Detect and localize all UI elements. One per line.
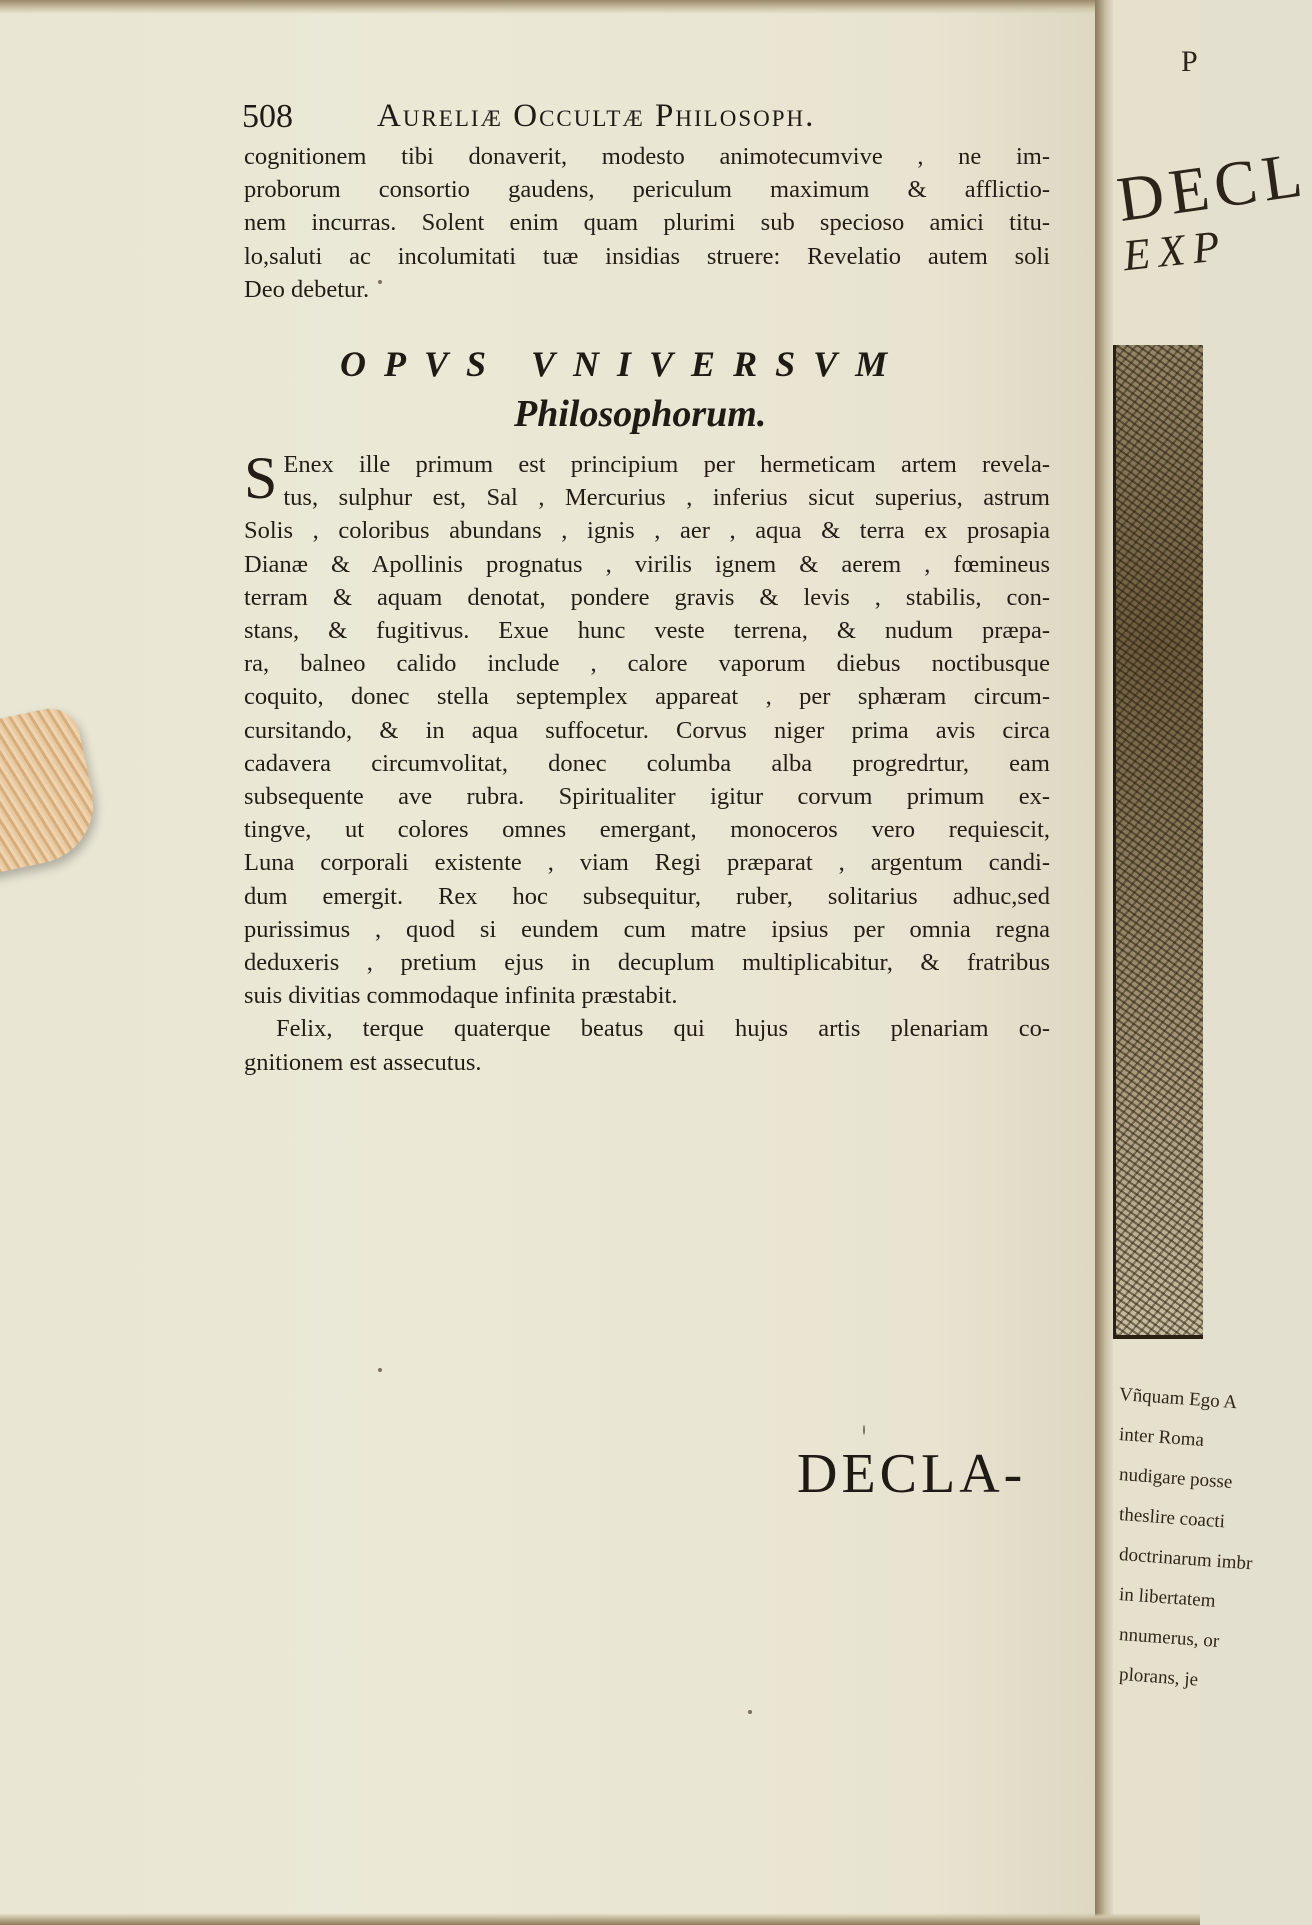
text-line: cursitando, & in aqua suffocetur. Corvus niger prima avis circa [244, 716, 1050, 744]
text-line: subsequente ave rubra. Spiritualiter igitur corvum primum ex- [244, 783, 1050, 811]
facing-line: plorans, je [1118, 1664, 1199, 1691]
catchword: DECLA- [797, 1443, 1027, 1505]
facing-page-text [1118, 1378, 1254, 1698]
text-line: terram & aquam denotat, pondere gravis & levis , stabilis, con- [244, 583, 1050, 611]
book-gutter [1095, 0, 1113, 1925]
text-line: nem incurras. Solent enim quam plurimi sub specioso amici titu- [244, 209, 1050, 237]
text-line: coquito, donec stella septemplex appareat , per sphæram circum- [244, 683, 1050, 711]
text-line: cognitionem tibi donaverit, modesto animotecumvive , ne im- [244, 143, 1050, 170]
text-line: cadavera circumvolitat, donec columba alba progredrtur, eam [244, 749, 1050, 777]
page-number: 508 [242, 98, 293, 135]
text-line: tingve, ut colores omnes emergant, monoceros vero requiescit, [244, 816, 1050, 844]
text-line: ra, balneo calido include , calore vaporum diebus noctibusque [244, 650, 1050, 678]
facing-page [1112, 0, 1312, 1925]
facing-page-engraving [1113, 345, 1203, 1339]
text-line: purissimus , quod si eundem cum matre ipsius per omnia regna [244, 915, 1050, 943]
text-line: Felix, terque quaterque beatus qui hujus artis plenariam co- [276, 1015, 1050, 1043]
text-line: Solis , coloribus abundans , ignis , aer , aqua & terra ex prosapia [244, 517, 1050, 545]
text-line: deduxeris , pretium ejus in decuplum multiplicabitur, & fratribus [244, 949, 1050, 977]
paper-speck [378, 280, 382, 284]
text-line: gnitionem est assecutus. [244, 1048, 482, 1076]
facing-line: inter Roma [1118, 1424, 1205, 1451]
section-title: OPVS VNIVERSVM [340, 344, 906, 384]
paper-speck [748, 1710, 752, 1714]
facing-page-subheading: EXP [1120, 220, 1230, 281]
text-line: tus, sulphur est, Sal , Mercurius , inferius sicut superius, astrum [283, 484, 1050, 512]
facing-line: doctrinarum imbr [1118, 1544, 1254, 1575]
running-head: Aureliæ Occultæ Philosoph. [377, 98, 816, 134]
page-bottom-edge [0, 1913, 1200, 1925]
drop-cap: S [244, 445, 278, 511]
text-line: Dianæ & Apollinis prognatus , virilis ignem & aerem , fœmineus [244, 550, 1050, 578]
text-line: Deo debetur. [244, 275, 370, 303]
facing-page-heading: DECL [1112, 138, 1312, 235]
text-line: lo,saluti ac incolumitati tuæ insidias struere: Revelatio autem soli [244, 242, 1050, 270]
facing-line: nnumerus, or [1118, 1624, 1220, 1653]
intro-paragraph [244, 140, 1050, 306]
text-line: Enex ille primum est principium per hermeticam artem revela- [283, 451, 1050, 478]
facing-line: Vñquam Ego A [1118, 1384, 1238, 1414]
text-line: suis divitias commodaque infinita præstabit. [244, 982, 678, 1010]
facing-line: theslire coacti [1118, 1504, 1226, 1533]
section-subtitle: Philosophorum. [514, 393, 767, 435]
page-top-edge [0, 0, 1095, 14]
text-line: dum emergit. Rex hoc subsequitur, ruber, solitarius adhuc,sed [244, 882, 1050, 910]
text-line: Luna corporali existente , viam Regi præparat , argentum candi- [244, 849, 1050, 877]
main-paragraph [244, 445, 1050, 1079]
facing-line: nudigare posse [1118, 1464, 1234, 1493]
facing-page-corner-mark: P [1181, 45, 1198, 78]
paper-speck [378, 1368, 382, 1372]
facing-line: in libertatem [1118, 1584, 1217, 1612]
text-line: proborum consortio gaudens, periculum maximum & afflictio- [244, 176, 1050, 204]
text-line: stans, & fugitivus. Exue hunc veste terrena, & nudum præpa- [244, 617, 1050, 645]
paper-speck [863, 1425, 865, 1435]
